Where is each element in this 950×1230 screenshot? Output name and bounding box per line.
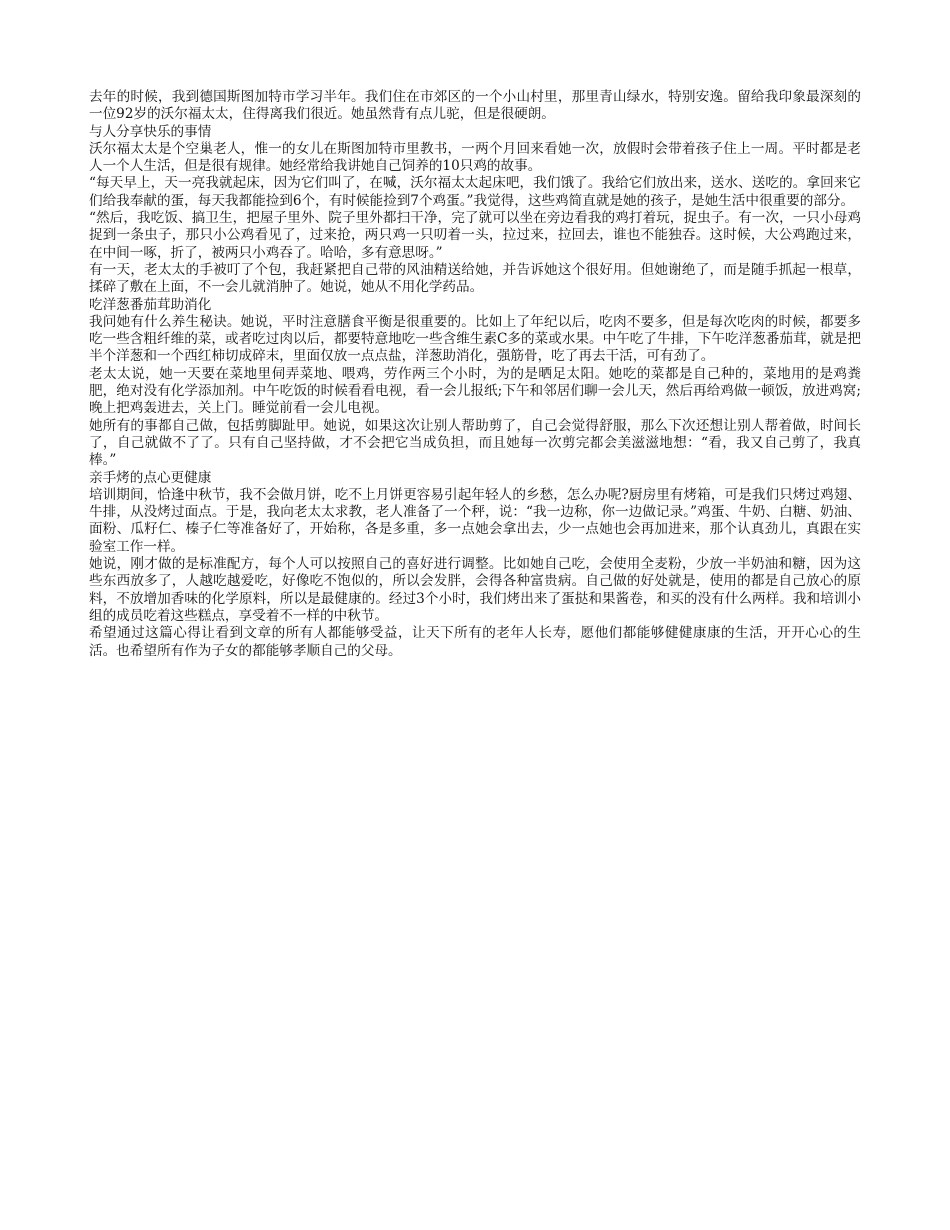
section-heading-onion-tomato: 吃洋葱番茄茸助消化 [89, 296, 212, 313]
paragraph-chicken-story: “然后，我吃饭、搞卫生，把屋子里外、院子里外都扫干净，完了就可以坐在旁边看我的鸡打着玩，捉虫子。有一次，一只小母鸡捉到一条虫子，那只小公鸡看见了，过来抢，两只鸡一只叨着一头，拉过来，拉回去，谁也不能独吞。这时候，大公鸡跑过来，在中间一啄，折了，被两只小鸡吞了。哈哈，多有意思呀。” [89, 210, 861, 261]
paragraph-self-reliance: 她所有的事都自己做，包括剪脚趾甲。她说，如果这次让别人帮助剪了，自己会觉得舒服，那么下次还想让别人帮着做，时间长了，自己就做不了了。只有自己坚持做，才不会把它当成负担，而且她每一次剪完都会美滋滋地想：“看，我又自己剪了，我真棒。” [89, 417, 861, 469]
section-heading-homemade-pastry: 亲手烤的点心更健康 [89, 469, 212, 486]
paragraph-morning-chickens: “每天早上，天一亮我就起床，因为它们叫了，在喊，沃尔福太太起床吧，我们饿了。我给它们放出来，送水、送吃的。拿回来它们给我奉献的蛋，每天我都能捡到6个，有时候能捡到7个鸡蛋。”我觉得，这些鸡简直就是她的孩子，是她生活中很重要的部分。 [89, 175, 861, 209]
paragraph-diet-secret: 我问她有什么养生秘诀。她说，平时注意膳食平衡是很重要的。比如上了年纪以后，吃肉不要多，但是每次吃肉的时候，都要多吃一些含粗纤维的菜，或者吃过肉以后，都要特意地吃一些含维生素C多的菜或水果。中午吃了牛排，下午吃洋葱番茄茸，就是把半个洋葱和一个西红柿切成碎末，里面仅放一点点盐，洋葱助消化，强筋骨，吃了再去干活，可有劲了。 [89, 313, 861, 365]
paragraph-insect-bite: 有一天，老太太的手被叮了个包，我赶紧把自己带的风油精送给她，并告诉她这个很好用。但她谢绝了，而是随手抓起一根草，揉碎了敷在上面，不一会儿就消肿了。她说，她从不用化学药品。 [89, 261, 861, 296]
paragraph-empty-nest: 沃尔福太太是个空巢老人，惟一的女儿在斯图加特市里教书，一两个月回来看她一次，放假时会带着孩子住上一周。平时都是老人一个人生活，但是很有规律。她经常给我讲她自己饲养的10只鸡的故事。 [89, 140, 861, 175]
article-body [89, 89, 861, 660]
paragraph-intro: 去年的时候，我到德国斯图加特市学习半年。我们住在市郊区的一个小山村里，那里青山绿水，特别安逸。留给我印象最深刻的一位92岁的沃尔福太太，住得离我们很近。她虽然背有点儿驼，但是很硬朗。 [89, 89, 861, 123]
paragraph-daily-routine: 老太太说，她一天要在菜地里伺弄菜地、喂鸡，劳作两三个小时，为的是晒足太阳。她吃的菜都是自己种的，菜地用的是鸡粪肥，绝对没有化学添加剂。中午吃饭的时候看看电视，看一会儿报纸;下午和邻居们聊一会儿天，然后再给鸡做一顿饭，放进鸡窝;晚上把鸡轰进去，关上门。睡觉前看一会儿电视。 [89, 365, 861, 417]
paragraph-mid-autumn: 培训期间，恰逢中秋节，我不会做月饼，吃不上月饼更容易引起年轻人的乡愁，怎么办呢?厨房里有烤箱，可是我们只烤过鸡翅、牛排，从没烤过面点。于是，我向老太太求教，老人准备了一个秤，说：“我一边称，你一边做记录。”鸡蛋、牛奶、白糖、奶油、面粉、瓜籽仁、榛子仁等准备好了，开始称，各是多重，多一点她会拿出去，少一点她也会再加进来，那个认真劲儿，真跟在实验室工作一样。 [89, 486, 861, 555]
paragraph-closing: 希望通过这篇心得让看到文章的所有人都能够受益，让天下所有的老年人长寿，愿他们都能够健健康康的生活，开开心心的生活。也希望所有作为子女的都能够孝顺自己的父母。 [89, 625, 861, 659]
paragraph-recipe-adjust: 她说，刚才做的是标准配方，每个人可以按照自己的喜好进行调整。比如她自己吃，会使用全麦粉，少放一半奶油和糖，因为这些东西放多了，人越吃越爱吃，好像吃不饱似的，所以会发胖，会得各种富贵病。自己做的好处就是，使用的都是自己放心的原料，不放增加香味的化学原料，所以是最健康的。经过3个小时，我们烤出来了蛋挞和果酱卷，和买的没有什么两样。我和培训小组的成员吃着这些糕点，享受着不一样的中秋节。 [89, 556, 861, 624]
section-heading-sharing-joy: 与人分享快乐的事情 [89, 123, 212, 140]
